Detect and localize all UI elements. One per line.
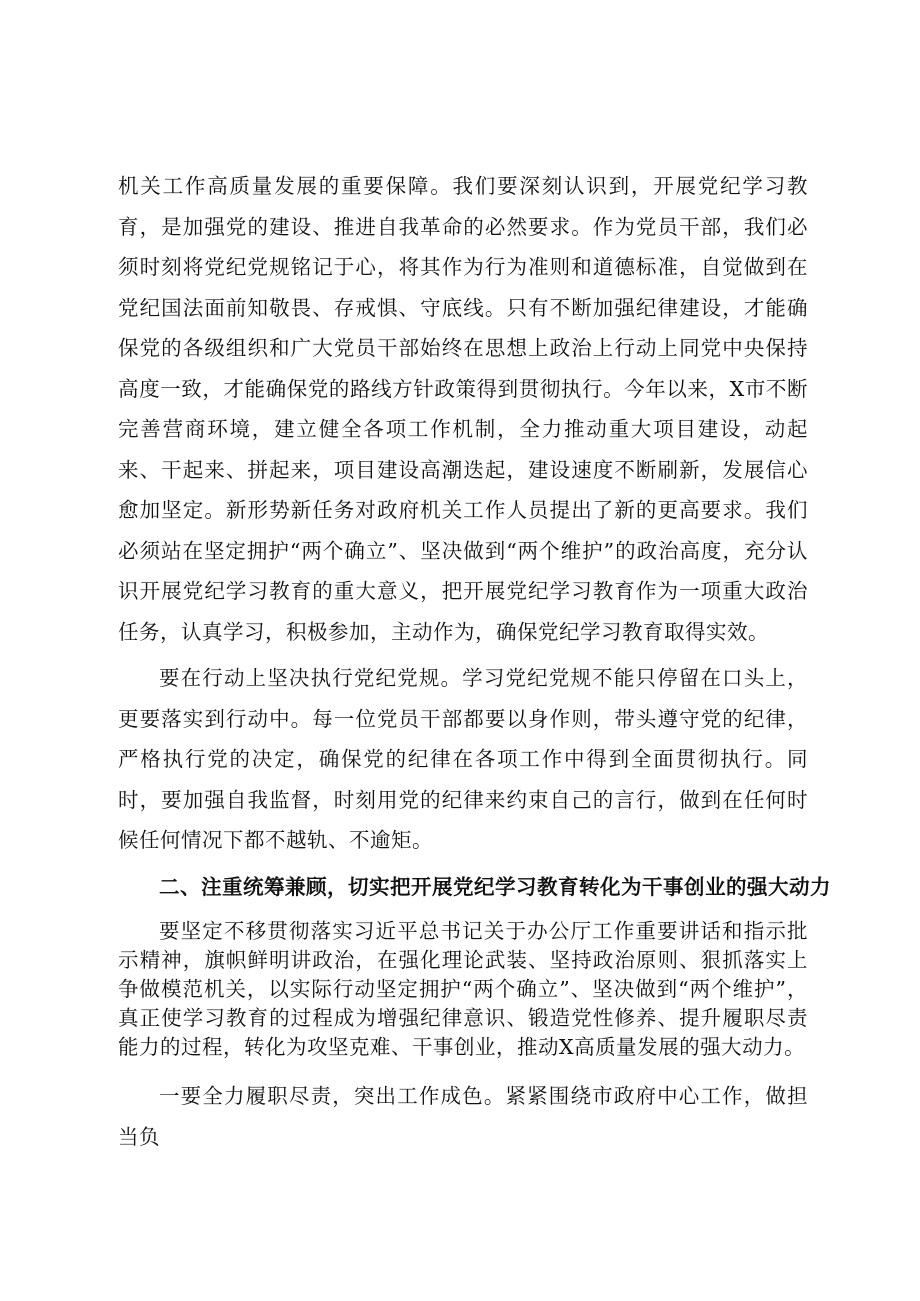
paragraph-section-intro: 要坚定不移贯彻落实习近平总书记关于办公厅工作重要讲话和指示批示精神，旗帜鲜明讲政治，在强化理论武装、坚持政治原则、狠抓落实上争做模范机关，以实际行动坚定拥护“两个确立”、坚决做到“两个维护”，真正使学习教育的过程成为增强纪律意识、锻造党性修养、提升履职尽责能力的过程，转化为攻坚克难、干事创业，推动X高质量发展的强大动力。 (118, 919, 808, 1059)
paragraph-continuation: 机关工作高质量发展的重要保障。我们要深刻认识到，开展党纪学习教育，是加强党的建设、推进自我革命的必然要求。作为党员干部，我们必须时刻将党纪党规铭记于心，将其作为行为准则和道德标准，自觉做到在党纪国法面前知敬畏、存戒惧、守底线。只有不断加强纪律建设，才能确保党的各级组织和广大党员干部始终在思想上政治上行动上同党中央保持高度一致，才能确保党的路线方针政策得到贯彻执行。今年以来，X市不断完善营商环境，建立健全各项工作机制，全力推动重大项目建设，动起来、干起来、拼起来，项目建设高潮迭起，建设速度不断刷新，发展信心愈加坚定。新形势新任务对政府机关工作人员提出了新的更高要求。我们必须站在坚定拥护“两个确立”、坚决做到“两个维护”的政治高度，充分认识开展党纪学习教育的重大意义，把开展党纪学习教育作为一项重大政治任务，认真学习，积极参加，主动作为，确保党纪学习教育取得实效。 (118, 174, 808, 644)
paragraph-action-discipline: 要在行动上坚决执行党纪党规。学习党纪党规不能只停留在口头上，更要落实到行动中。每一位党员干部都要以身作则，带头遵守党的纪律，严格执行党的决定，确保党的纪律在各项工作中得到全面贯彻执行。同时，要加强自我监督，时刻用党的纪律来约束自己的言行，做到在任何时候任何情况下都不越轨、不逾矩。 (118, 666, 808, 852)
document-body (118, 166, 831, 1157)
paragraph-duty: 一要全力履职尽责，突出工作成色。紧紧围绕市政府中心工作，做担当负 (118, 1084, 808, 1149)
section-heading: 二、注重统筹兼顾，切实把开展党纪学习教育转化为干事创业的强大动力 (159, 874, 831, 899)
